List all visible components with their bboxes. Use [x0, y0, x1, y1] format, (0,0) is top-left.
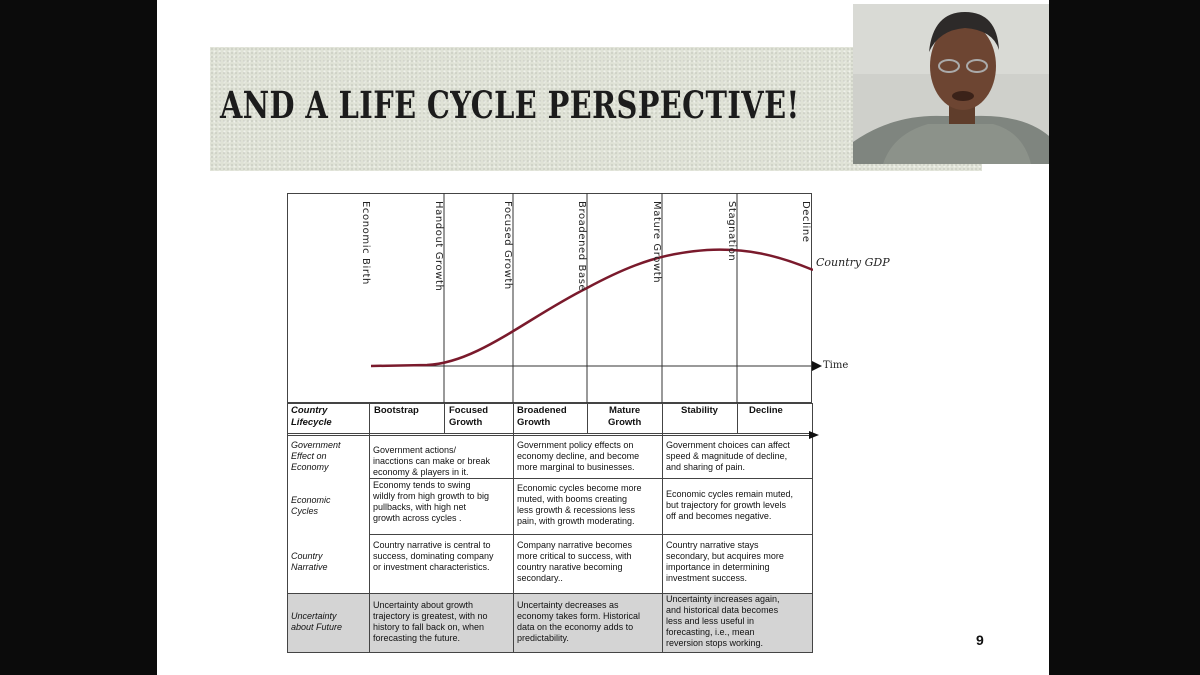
- cycles-early-line-1: Economy tends to swing: [373, 480, 471, 490]
- government-early-line-3: economy & players in it.: [373, 467, 469, 477]
- stage-label-0: [357, 193, 371, 403]
- stage-label-2: [499, 193, 513, 403]
- cycles-early: [371, 480, 513, 524]
- cycles-late-line-2: but trajectory for growth levels: [666, 500, 787, 510]
- country-gdp-label: Country GDP: [816, 256, 890, 269]
- stage-label-4: [648, 193, 662, 403]
- lifecycle-table: [287, 403, 813, 653]
- stage-label-3: [573, 193, 587, 403]
- stage-label-6: [797, 193, 811, 403]
- government-early-line-1: Government actions/: [373, 445, 457, 455]
- col-rule-6: [737, 403, 738, 434]
- row-label-lifecycle-line-1: Country: [291, 405, 328, 416]
- narrative-late-line-4: investment success.: [666, 573, 748, 583]
- row-label-lifecycle-line-2: Lifecycle: [291, 417, 332, 428]
- row-label-government-line-2: Effect on: [291, 451, 327, 461]
- phase-focused: [447, 405, 490, 429]
- narrative-middle-line-3: country narative becoming: [517, 562, 623, 572]
- row-label-cycles-line-2: Cycles: [291, 506, 319, 516]
- stage-focused-growth: Focused Growth: [502, 201, 513, 290]
- row-label-government: [289, 440, 343, 473]
- row-label-uncertainty: [289, 611, 344, 633]
- government-late-line-3: and sharing of pain.: [666, 462, 746, 472]
- government-middle-line-1: Government policy effects on: [517, 440, 634, 450]
- cycles-middle-line-4: pain, with growth moderating.: [517, 516, 635, 526]
- uncertainty-early-line-4: forecasting the future.: [373, 633, 461, 643]
- narrative-early: [371, 540, 513, 573]
- row-label-uncertainty-line-2: about Future: [291, 622, 343, 632]
- row-label-narrative-line-1: Country: [291, 551, 323, 561]
- page-number: 9: [976, 632, 984, 648]
- uncertainty-early-line-3: history to fall back on, when: [373, 622, 485, 632]
- stage-stagnation: Stagnation: [726, 201, 737, 262]
- uncertainty-middle-line-2: economy takes form. Historical: [517, 611, 641, 621]
- table-arrow-icon: [809, 431, 819, 439]
- stage-label-1: [430, 193, 444, 403]
- uncertainty-late: [664, 594, 813, 649]
- row-label-narrative-line-2: Narrative: [291, 562, 328, 572]
- uncertainty-late-line-1: Uncertainty increases again,: [666, 594, 780, 604]
- row-label-government-line-3: Economy: [291, 462, 329, 472]
- uncertainty-middle-line-1: Uncertainty decreases as: [517, 600, 619, 610]
- government-middle-line-2: economy decline, and become: [517, 451, 640, 461]
- stage-decline: Decline: [800, 201, 811, 243]
- stage-mature-growth: Mature Growth: [651, 201, 662, 284]
- col-rule-5: [662, 403, 663, 653]
- table-bottom-rule: [287, 652, 813, 653]
- phase-mature-line-2: Growth: [608, 417, 642, 428]
- phase-decline: [747, 405, 785, 417]
- uncertainty-early-line-1: Uncertainty about growth: [373, 600, 474, 610]
- narrative-early-line-1: Country narrative is central to: [373, 540, 491, 550]
- phase-stability: [679, 405, 720, 417]
- phase-bootstrap-text: Bootstrap: [374, 405, 419, 416]
- government-middle: [515, 440, 662, 473]
- col-rule-4: [587, 403, 588, 434]
- uncertainty-late-line-5: reversion stops working.: [666, 638, 764, 648]
- narrative-middle: [515, 540, 662, 584]
- government-late: [664, 440, 813, 473]
- presenter-image: [853, 4, 1049, 164]
- narrative-late-line-1: Country narrative stays: [666, 540, 759, 550]
- narrative-late-line-2: secondary, but acquires more: [666, 551, 784, 561]
- time-arrow-icon: [811, 360, 823, 372]
- time-label: Time: [823, 360, 849, 371]
- uncertainty-late-line-2: and historical data becomes: [666, 605, 779, 615]
- uncertainty-middle: [515, 600, 662, 644]
- phase-bootstrap: [372, 405, 421, 417]
- cycles-middle-line-2: muted, with booms creating: [517, 494, 628, 504]
- table-top-rule: [287, 403, 813, 404]
- slide-title: AND A LIFE CYCLE PERSPECTIVE!: [220, 83, 800, 127]
- row-label-lifecycle: [289, 405, 334, 429]
- rule-after-cycles: [369, 534, 813, 535]
- uncertainty-late-line-4: forecasting, i.e., mean: [666, 627, 755, 637]
- narrative-middle-line-4: secondary..: [517, 573, 563, 583]
- slide: [157, 0, 1049, 675]
- phase-broadened: [515, 405, 569, 429]
- stage-label-5: [723, 193, 737, 403]
- lifecycle-figure: [287, 193, 813, 403]
- government-middle-line-3: more marginal to businesses.: [517, 462, 635, 472]
- government-late-line-1: Government choices can affect: [666, 440, 790, 450]
- narrative-middle-line-2: more critical to success, with: [517, 551, 632, 561]
- stage-broadened-base: Broadened Base: [576, 201, 587, 292]
- narrative-middle-line-1: Company narrative becomes: [517, 540, 633, 550]
- narrative-early-line-2: success, dominating company: [373, 551, 494, 561]
- phase-mature: [606, 405, 643, 429]
- uncertainty-middle-line-3: data on the economy adds to: [517, 622, 634, 632]
- rule-after-lifecycle-2: [287, 435, 813, 436]
- uncertainty-middle-line-4: predictability.: [517, 633, 569, 643]
- uncertainty-early: [371, 600, 513, 644]
- government-late-line-2: speed & magnitude of decline,: [666, 451, 788, 461]
- government-early: [371, 445, 513, 478]
- cycles-middle-line-1: Economic cycles become more: [517, 483, 642, 493]
- stage-economic-birth: Economic Birth: [360, 201, 371, 285]
- rule-after-lifecycle: [287, 433, 813, 434]
- phase-focused-line-2: Growth: [449, 417, 483, 428]
- cycles-late-line-3: off and becomes negative.: [666, 511, 772, 521]
- row-label-cycles: [289, 495, 333, 517]
- cycles-middle-line-3: less growth & recessions less: [517, 505, 636, 515]
- government-early-line-2: inacctions can make or break: [373, 456, 491, 466]
- row-label-cycles-line-1: Economic: [291, 495, 331, 505]
- cycles-early-line-2: wildly from high growth to big: [373, 491, 490, 501]
- cycles-late: [664, 489, 813, 522]
- row-label-narrative: [289, 551, 330, 573]
- narrative-late: [664, 540, 813, 584]
- phase-focused-line-1: Focused: [449, 405, 489, 416]
- uncertainty-late-line-3: less and less useful in: [666, 616, 755, 626]
- phase-broadened-line-2: Growth: [517, 417, 551, 428]
- narrative-early-line-3: or investment characteristics.: [373, 562, 490, 572]
- phase-broadened-line-1: Broadened: [517, 405, 567, 416]
- uncertainty-early-line-2: trajectory is greatest, with no: [373, 611, 488, 621]
- stage-handout-growth: Handout Growth: [433, 201, 444, 292]
- table-left-rule: [287, 403, 288, 653]
- cycles-early-line-3: pullbacks, with high net: [373, 502, 467, 512]
- presenter-video: [853, 4, 1049, 164]
- phase-decline-text: Decline: [749, 405, 783, 416]
- col-rule-3: [513, 403, 514, 653]
- phase-mature-line-1: Mature: [609, 405, 641, 416]
- col-rule-1: [369, 403, 370, 653]
- cycles-early-line-4: growth across cycles .: [373, 513, 462, 523]
- row-label-government-line-1: Government: [291, 440, 341, 450]
- row-label-uncertainty-line-1: Uncertainty: [291, 611, 337, 621]
- rule-after-government: [369, 478, 813, 479]
- col-rule-2: [444, 403, 445, 434]
- phase-stability-text: Stability: [681, 405, 718, 416]
- narrative-late-line-3: importance in determining: [666, 562, 770, 572]
- cycles-middle: [515, 483, 662, 527]
- cycles-late-line-1: Economic cycles remain muted,: [666, 489, 794, 499]
